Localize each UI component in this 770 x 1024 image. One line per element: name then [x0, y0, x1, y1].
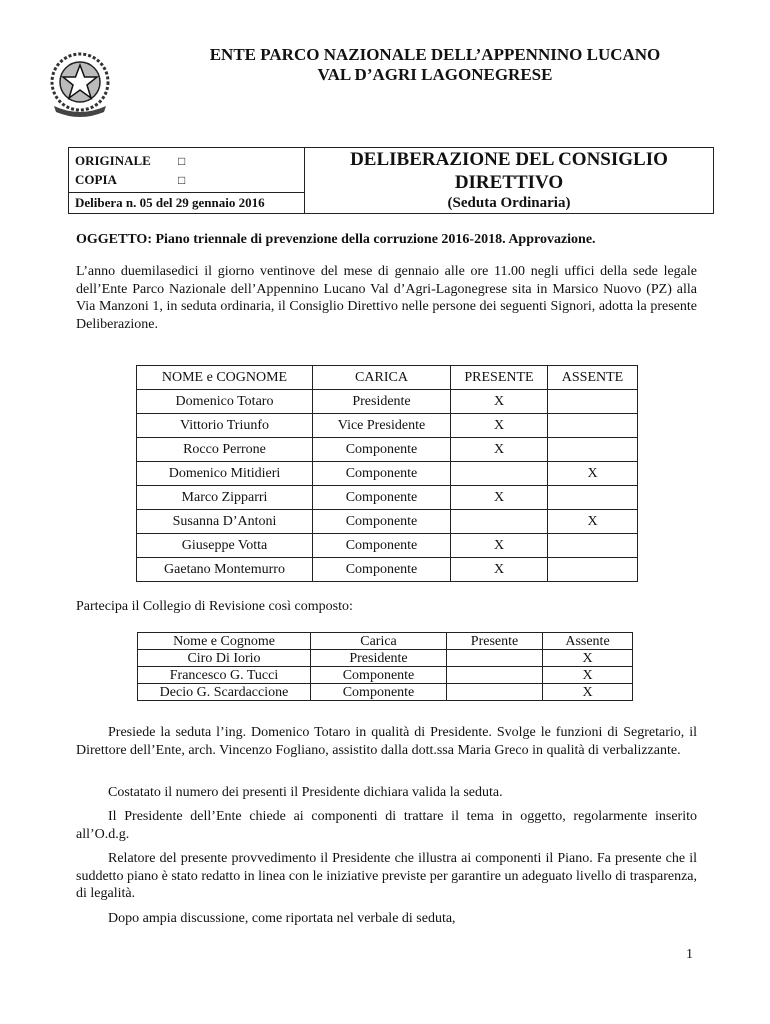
table-row [137, 510, 638, 534]
header-assente: Assente [543, 633, 633, 650]
body-paragraph-4: Relatore del presente provvedimento il Presidente che illustra ai componenti il Piano. Fa presente che il suddetto piano è stato redatto in linea con le iniziative previste per garantire un adeguato livello di trasparenza, di legalità. [76, 851, 697, 901]
cell-assente: X [543, 667, 633, 684]
cell-assente [548, 534, 638, 558]
cell-presente [447, 650, 543, 667]
cell-carica: Componente [313, 438, 451, 462]
body-paragraph-5: Dopo ampia discussione, come riportata nel verbale di seduta, [108, 911, 456, 926]
org-name-line2: VAL D’AGRI LAGONEGRESE [317, 65, 553, 84]
cell-assente: X [548, 510, 638, 534]
cell-presente: X [451, 438, 548, 462]
cell-presente: X [451, 414, 548, 438]
cell-nome: Rocco Perrone [137, 438, 313, 462]
table-row [138, 684, 633, 701]
cell-assente [548, 558, 638, 582]
cell-carica: Componente [311, 684, 447, 701]
table-row [137, 486, 638, 510]
header-nome: NOME e COGNOME [137, 366, 313, 390]
oggetto-line [76, 232, 596, 248]
table-header-row [138, 633, 633, 650]
cell-carica: Componente [313, 510, 451, 534]
deliberation-title-line1: DELIBERAZIONE DEL CONSIGLIO [350, 149, 668, 170]
cell-assente [548, 414, 638, 438]
oggetto-label: OGGETTO [76, 232, 148, 247]
copia-label: COPIA [75, 172, 117, 187]
cell-nome: Domenico Mitidieri [137, 462, 313, 486]
table-row [137, 534, 638, 558]
cell-assente: X [543, 684, 633, 701]
revision-table [137, 632, 633, 701]
body-paragraph-2: Costatato il numero dei presenti il Presidente dichiara valida la seduta. [108, 785, 503, 800]
table-header-row [137, 366, 638, 390]
table-row [137, 414, 638, 438]
cell-presente: X [451, 534, 548, 558]
cell-assente [548, 486, 638, 510]
cell-nome: Francesco G. Tucci [138, 667, 311, 684]
header-presente: PRESENTE [451, 366, 548, 390]
cell-presente [447, 667, 543, 684]
cell-nome: Marco Zipparri [137, 486, 313, 510]
table-row [137, 462, 638, 486]
header-carica: CARICA [313, 366, 451, 390]
cell-carica: Componente [313, 462, 451, 486]
oggetto-text: : Piano triennale di prevenzione della corruzione 2016-2018. Approvazione. [147, 232, 596, 247]
delibera-number: Delibera n. 05 del 29 gennaio 2016 [75, 195, 265, 210]
cell-assente: X [548, 462, 638, 486]
cell-nome: Domenico Totaro [137, 390, 313, 414]
cell-carica: Presidente [311, 650, 447, 667]
body-paragraph-1: Presiede la seduta l’ing. Domenico Totaro in qualità di Presidente. Svolge le funzioni di Segretario, il Direttore dell’Ente, arch. Vincenzo Fogliano, assistito dalla dott.ssa Maria Greco in qualità di verbalizzante. [76, 725, 697, 758]
cell-carica: Presidente [313, 390, 451, 414]
page-number: 1 [686, 947, 693, 962]
intro-paragraph: L’anno duemilasedici il giorno ventinove del mese di gennaio alle ore 11.00 negli uffici della sede legale dell’Ente Parco Nazionale dell’Appennino Lucano Val d’Agri-Lagonegrese sita in Marsico Nuovo (PZ) alla Via Manzoni 1, in seduta ordinaria, il Consiglio Direttivo nelle persone dei seguenti Signori, adotta la presente Deliberazione. [76, 264, 697, 332]
collegio-intro: Partecipa il Collegio di Revisione così composto: [76, 599, 353, 614]
originale-checkbox[interactable]: □ [178, 154, 186, 168]
cell-carica: Componente [311, 667, 447, 684]
header-presente: Presente [447, 633, 543, 650]
deliberation-header-box [68, 147, 714, 214]
header-nome: Nome e Cognome [138, 633, 311, 650]
cell-carica: Componente [313, 534, 451, 558]
cell-presente [451, 510, 548, 534]
cell-assente [548, 438, 638, 462]
cell-carica: Componente [313, 558, 451, 582]
deliberation-title-line2: DIRETTIVO [454, 172, 564, 193]
cell-carica: Vice Presidente [313, 414, 451, 438]
cell-nome: Giuseppe Votta [137, 534, 313, 558]
cell-carica: Componente [313, 486, 451, 510]
republic-emblem-icon [42, 48, 118, 120]
cell-nome: Decio G. Scardaccione [138, 684, 311, 701]
cell-presente: X [451, 390, 548, 414]
table-row [137, 390, 638, 414]
table-row [138, 667, 633, 684]
cell-nome: Ciro Di Iorio [138, 650, 311, 667]
table-row [138, 650, 633, 667]
header-assente: ASSENTE [548, 366, 638, 390]
cell-nome: Vittorio Triunfo [137, 414, 313, 438]
body-paragraph-3: Il Presidente dell’Ente chiede ai componenti di trattare il tema in oggetto, regolarmente inserito all’O.d.g. [76, 809, 697, 842]
cell-presente [451, 462, 548, 486]
org-name-line1: ENTE PARCO NAZIONALE DELL’APPENNINO LUCANO [209, 45, 661, 64]
cell-presente: X [451, 558, 548, 582]
cell-presente [447, 684, 543, 701]
cell-presente: X [451, 486, 548, 510]
cell-nome: Gaetano Montemurro [137, 558, 313, 582]
cell-nome: Susanna D’Antoni [137, 510, 313, 534]
council-table [136, 365, 638, 582]
table-row [137, 438, 638, 462]
copia-checkbox[interactable]: □ [178, 173, 186, 187]
seduta-type: (Seduta Ordinaria) [447, 195, 571, 211]
cell-assente: X [543, 650, 633, 667]
table-row [137, 558, 638, 582]
cell-assente [548, 390, 638, 414]
header-carica: Carica [311, 633, 447, 650]
originale-label: ORIGINALE [75, 153, 151, 168]
